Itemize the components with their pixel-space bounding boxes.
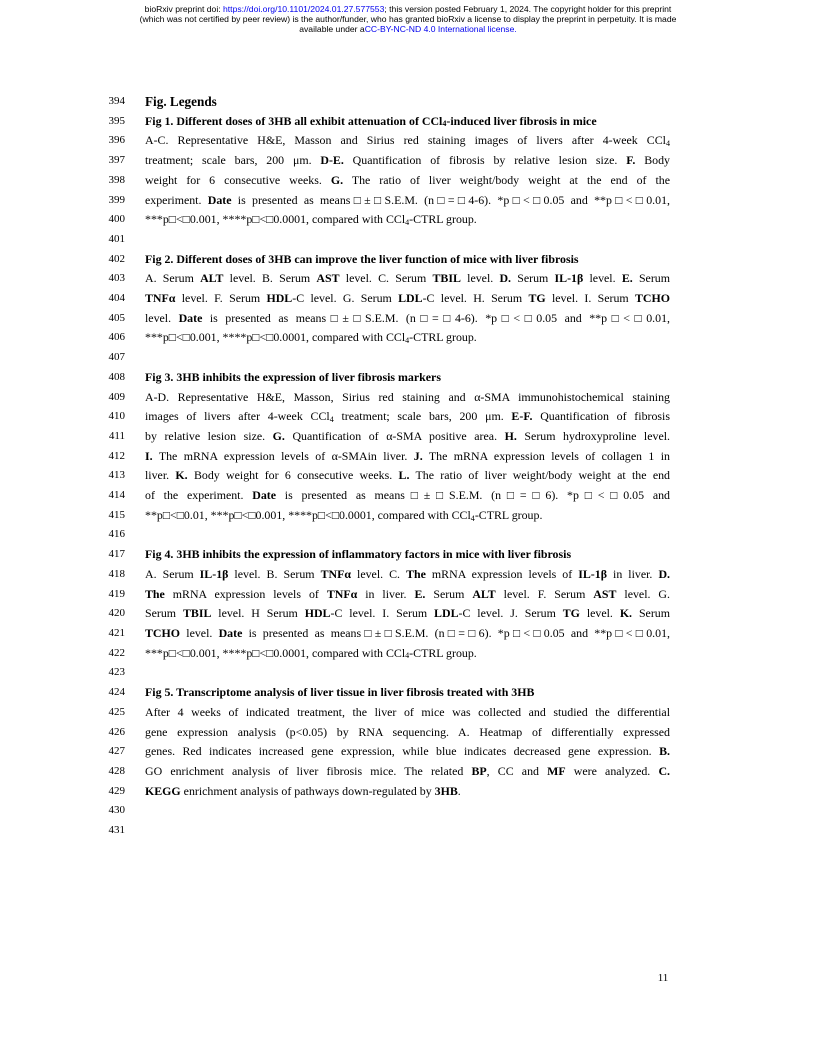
legend-line: [0, 191, 670, 211]
line-number: 412: [108, 449, 125, 462]
legend-text-segment: E.: [414, 586, 426, 601]
legend-line: [0, 624, 670, 644]
legend-text-segment: IL-1β: [554, 271, 584, 286]
legend-text-segment: I.: [145, 448, 153, 463]
legend-text-segment: experiment.: [145, 192, 208, 207]
legend-text-segment: -C level. G. Serum: [292, 291, 399, 306]
legends-body: [0, 92, 670, 841]
legend-text-segment: L.: [398, 468, 410, 483]
legend-line: [0, 447, 670, 467]
legend-text-segment: TG: [562, 606, 580, 621]
legend-text-segment: level.: [583, 271, 622, 286]
legend-text-segment: level.: [145, 310, 179, 325]
line-number: 405: [108, 311, 125, 324]
legend-text-segment: -C level. I. Serum: [330, 606, 435, 621]
legend-line-text: [145, 289, 670, 309]
line-number: 408: [108, 370, 125, 383]
legend-line-text: [145, 486, 670, 506]
legend-text-segment: by relative lesion size.: [145, 428, 273, 443]
legend-text-segment: level. C.: [350, 566, 407, 581]
legend-heading: [145, 368, 670, 388]
legend-text-segment: G.: [272, 428, 285, 443]
legend-text-segment: in liver.: [606, 566, 659, 581]
legend-text-segment: Quantification of fibrosis by relative lesion size.: [343, 153, 627, 168]
legend-text-segment: level. F. Serum: [175, 291, 267, 306]
line-number: 418: [108, 567, 125, 580]
line-number: 426: [108, 725, 125, 738]
legend-line-text: [145, 466, 670, 486]
legend-line: [0, 348, 670, 368]
subscript-text: 4: [405, 217, 410, 227]
line-number: 399: [108, 193, 125, 206]
legend-text-segment: Fig 2. Different doses of 3HB can improve the liver function of mice with liver fibrosis: [145, 251, 579, 266]
legend-line: [0, 289, 670, 309]
legend-line: [0, 486, 670, 506]
legend-text-segment: images of livers after 4-week CCl: [145, 409, 330, 424]
legend-text-segment: D.: [499, 271, 512, 286]
legend-text-segment: LDL: [434, 606, 459, 621]
legend-text-segment: K.: [175, 468, 188, 483]
legend-line: [0, 604, 670, 624]
legend-line-text: [145, 191, 670, 211]
header-text: ; this version posted February 1, 2024. The copyright holder for this preprint: [384, 4, 672, 14]
legend-line: [0, 742, 670, 762]
legend-text-segment: BP: [471, 763, 487, 778]
legend-text-segment: genes. Red indicates increased gene expression, while blue indicates decreased gene expression.: [145, 744, 660, 759]
line-number: 411: [108, 429, 125, 442]
line-number: 424: [108, 686, 125, 699]
legend-text-segment: HDL: [304, 606, 331, 621]
line-number: 413: [108, 469, 125, 482]
legend-text-segment: Date: [207, 192, 232, 207]
line-number: 415: [108, 508, 125, 521]
line-number: 431: [108, 824, 125, 837]
header-line: [30, 25, 786, 35]
legend-line-text: [145, 447, 670, 467]
legend-text-segment: TBIL: [432, 271, 461, 286]
legend-text-segment: KEGG: [145, 783, 181, 798]
legend-heading: [145, 545, 670, 565]
bioRxiv-header: [30, 5, 786, 35]
legend-text-segment: level. C. Serum: [339, 271, 433, 286]
legend-text-segment: Date: [178, 310, 203, 325]
legend-text-segment: GO enrichment analysis of liver fibrosis mice. The related: [145, 763, 472, 778]
subscript-text: 4: [470, 513, 475, 523]
legend-line: [0, 821, 670, 841]
legend-line: [0, 565, 670, 585]
legend-text-segment: K.: [619, 606, 633, 621]
legend-heading: [145, 92, 670, 112]
legend-line-text: [145, 525, 670, 545]
legend-text-segment: Date: [218, 625, 243, 640]
legend-text-segment: treatment; scale bars, 200 μm.: [145, 153, 321, 168]
legend-line: [0, 506, 670, 526]
legend-text-segment: level. F. Serum: [495, 586, 594, 601]
subscript-text: 4: [405, 651, 410, 661]
legend-text-segment: of the experiment.: [145, 488, 253, 503]
legend-text-segment: Serum hydroxyproline level.: [516, 428, 670, 443]
legend-text-segment: J.: [413, 448, 423, 463]
line-number: 409: [108, 390, 125, 403]
legend-text-segment: ***p□<□0.001, ****p□<□0.0001, compared with CCl: [145, 212, 406, 227]
legend-text-segment: were analyzed.: [565, 763, 659, 778]
legend-text-segment: E-F.: [511, 409, 533, 424]
legend-text-segment: Serum: [632, 606, 670, 621]
legend-text-segment: TNFα: [320, 566, 351, 581]
legend-text-segment: TNFα: [145, 291, 176, 306]
line-number: 414: [108, 489, 125, 502]
legend-text-segment: D.: [658, 566, 670, 581]
legend-line-text: [145, 506, 670, 526]
line-number: 406: [108, 331, 125, 344]
legend-text-segment: The ratio of liver weight/body weight at the end of the: [343, 172, 670, 187]
legend-line: [0, 250, 670, 270]
legend-text-segment: -CTRL group.: [409, 212, 477, 227]
header-link[interactable]: https://doi.org/10.1101/2024.01.27.577553: [223, 4, 385, 14]
legend-text-segment: weight for 6 consecutive weeks.: [145, 172, 331, 187]
legend-text-segment: A-C. Representative H&E, Masson and Sirius red staining images of livers after 4-week CCl: [145, 133, 666, 148]
legend-text-segment: AST: [593, 586, 617, 601]
line-number: 404: [108, 292, 125, 305]
legend-line-text: [145, 801, 670, 821]
legend-text-segment: in liver.: [357, 586, 415, 601]
legend-text-segment: AST: [316, 271, 340, 286]
legend-text-segment: -CTRL group.: [409, 330, 477, 345]
legend-line: [0, 683, 670, 703]
legend-text-segment: is presented as means□±□S.E.M. (n□=□4-6). *p□<□0.05 and **p□<□0.01,: [231, 192, 670, 207]
line-number: 401: [108, 232, 125, 245]
line-number: 417: [108, 548, 125, 561]
legend-line: [0, 210, 670, 230]
legend-line-text: [145, 644, 670, 664]
legend-text-segment: level.: [579, 606, 620, 621]
line-number: 425: [108, 705, 125, 718]
legend-text-segment: IL-1β: [199, 566, 229, 581]
legend-line: [0, 466, 670, 486]
legend-text-segment: The ratio of liver weight/body weight at the end: [409, 468, 670, 483]
legend-line: [0, 723, 670, 743]
legend-text-segment: Fig 3. 3HB inhibits the expression of liver fibrosis markers: [145, 369, 441, 384]
legend-line: [0, 801, 670, 821]
legend-text-segment: HDL: [266, 291, 293, 306]
subscript-text: 4: [665, 139, 670, 149]
legend-text-segment: TG: [528, 291, 546, 306]
line-number: 416: [108, 528, 125, 541]
legend-line-text: [145, 782, 670, 802]
legend-line-text: [145, 269, 670, 289]
legend-line: [0, 545, 670, 565]
legend-text-segment: Serum: [511, 271, 555, 286]
legend-line: [0, 112, 670, 132]
legend-line-text: [145, 210, 670, 230]
legend-line-text: [145, 407, 670, 427]
legend-text-segment: -induced liver fibrosis in mice: [446, 113, 597, 128]
subscript-text: 4: [442, 119, 447, 129]
legend-line-text: [145, 585, 670, 605]
line-number: 423: [108, 666, 125, 679]
legend-text-segment: E.: [621, 271, 633, 286]
legend-text-segment: D-E.: [320, 153, 344, 168]
legend-text-segment: treatment; scale bars, 200 μm.: [333, 409, 512, 424]
legend-text-segment: level.: [180, 625, 219, 640]
legend-text-segment: The: [406, 566, 426, 581]
subscript-text: 4: [405, 336, 410, 346]
legend-text-segment: TCHO: [634, 291, 671, 306]
legend-line-text: [145, 171, 670, 191]
legend-text-segment: is presented as means□±□S.E.M. (n□=□6). *p□<□0.05 and: [276, 488, 670, 503]
legend-line-text: [145, 821, 670, 841]
legend-line: [0, 663, 670, 683]
legend-text-segment: Serum: [425, 586, 473, 601]
legend-text-segment: **p□<□0.01, ***p□<□0.001, ****p□<□0.0001, compared with CCl: [145, 507, 471, 522]
header-text: bioRxiv preprint doi:: [144, 4, 224, 14]
legend-line: [0, 309, 670, 329]
legend-line: [0, 151, 670, 171]
legend-line-text: [145, 427, 670, 447]
legend-text-segment: C.: [658, 763, 670, 778]
legend-text-segment: -C level. J. Serum: [458, 606, 563, 621]
legend-text-segment: Quantification of fibrosis: [532, 409, 670, 424]
legend-line-text: [145, 230, 670, 250]
line-number: 427: [108, 745, 125, 758]
legend-line: [0, 525, 670, 545]
legend-text-segment: ALT: [472, 586, 496, 601]
legend-line-text: [145, 309, 670, 329]
legend-text-segment: Quantification of α-SMA positive area.: [284, 428, 505, 443]
legend-text-segment: The mRNA expression levels of collagen 1 in: [422, 448, 670, 463]
legend-text-segment: TNFα: [326, 586, 358, 601]
line-number: 397: [108, 154, 125, 167]
line-number: 422: [108, 646, 125, 659]
legend-text-segment: Serum: [632, 271, 670, 286]
legend-text-segment: level. H Serum: [211, 606, 305, 621]
legend-text-segment: mRNA expression levels of: [164, 586, 327, 601]
legend-line: [0, 171, 670, 191]
legend-text-segment: MF: [547, 763, 566, 778]
legend-text-segment: enrichment analysis of pathways down-regulated by: [180, 783, 435, 798]
legend-line-text: [145, 762, 670, 782]
legend-text-segment: -CTRL group.: [474, 507, 543, 522]
legend-line: [0, 388, 670, 408]
line-number: 428: [108, 764, 125, 777]
line-number: 407: [108, 351, 125, 364]
legend-text-segment: level. I. Serum: [545, 291, 635, 306]
line-number: 398: [108, 173, 125, 186]
legend-line: [0, 427, 670, 447]
line-number: 419: [108, 587, 125, 600]
legend-text-segment: level.: [460, 271, 500, 286]
legend-text-segment: After 4 weeks of indicated treatment, the liver of mice was collected and studied the differential: [145, 704, 670, 719]
legend-text-segment: ***p□<□0.001, ****p□<□0.0001, compared with CCl: [145, 330, 406, 345]
legend-text-segment: gene expression analysis (p<0.05) by RNA sequencing. A. Heatmap of differentially expressed: [145, 724, 670, 739]
header-text: (which was not certified by peer review) is the author/funder, who has granted bioRxiv a license to display the preprint in perpetuity. It is made: [139, 13, 677, 24]
legend-line: [0, 585, 670, 605]
legend-text-segment: A. Serum: [145, 271, 201, 286]
header-text: available under a: [299, 23, 365, 34]
legend-text-segment: Fig 4. 3HB inhibits the expression of inflammatory factors in mice with liver fibrosis: [145, 547, 572, 562]
legend-line-text: [145, 703, 670, 723]
legend-line-text: [145, 388, 670, 408]
line-number: 420: [108, 607, 125, 620]
legend-line-text: [145, 723, 670, 743]
legend-line: [0, 131, 670, 151]
legend-line-text: [145, 151, 670, 171]
legend-line: [0, 762, 670, 782]
legend-text-segment: mRNA expression levels of: [425, 566, 579, 581]
line-number: 395: [108, 114, 125, 127]
legend-line: [0, 703, 670, 723]
legend-line: [0, 269, 670, 289]
legend-line: [0, 328, 670, 348]
legend-text-segment: Fig 5. Transcriptome analysis of liver tissue in liver fibrosis treated with 3HB: [145, 685, 535, 700]
legend-line-text: [145, 742, 670, 762]
legend-text-segment: TBIL: [182, 606, 212, 621]
legend-text-segment: is presented as means□±□S.E.M. (n□=□4-6). *p□<□0.05 and **p□<□0.01,: [202, 310, 670, 325]
legend-text-segment: Date: [252, 488, 277, 503]
legend-line: [0, 230, 670, 250]
legend-text-segment: ***p□<□0.001, ****p□<□0.0001, compared with CCl: [145, 645, 406, 660]
legend-heading: [145, 250, 670, 270]
header-link[interactable]: CC-BY-NC-ND 4.0 International license.: [364, 23, 517, 34]
legend-text-segment: Fig 1. Different doses of 3HB all exhibit attenuation of CCl: [145, 113, 443, 128]
legend-line-text: [145, 604, 670, 624]
legend-text-segment: Body weight for 6 consecutive weeks.: [187, 468, 399, 483]
legend-text-segment: The: [145, 586, 165, 601]
legend-text-segment: , CC and: [486, 763, 548, 778]
line-number: 430: [108, 804, 125, 817]
legend-text-segment: -C level. H. Serum: [422, 291, 529, 306]
legend-line-text: [145, 565, 670, 585]
line-number: 396: [108, 134, 125, 147]
legend-text-segment: The mRNA expression levels of α-SMAin liver.: [152, 448, 414, 463]
line-number: 394: [108, 95, 125, 107]
legend-text-segment: A-D. Representative H&E, Masson, Sirius red staining and α-SMA immunohistochemical staining: [145, 389, 670, 404]
legend-text-segment: level. B. Serum: [228, 566, 321, 581]
legend-text-segment: Fig. Legends: [145, 94, 217, 109]
legend-text-segment: level. G.: [616, 586, 670, 601]
legend-text-segment: LDL: [398, 291, 423, 306]
legend-text-segment: TCHO: [145, 625, 181, 640]
legend-heading: [145, 112, 670, 132]
legend-line-text: [145, 131, 670, 151]
line-number: 403: [108, 272, 125, 285]
line-number: 402: [108, 252, 125, 265]
legend-line-text: [145, 663, 670, 683]
legend-line: [0, 644, 670, 664]
legend-text-segment: Serum: [145, 606, 183, 621]
subscript-text: 4: [329, 415, 334, 425]
legend-text-segment: G.: [330, 172, 344, 187]
legend-line-text: [145, 328, 670, 348]
legend-text-segment: .: [457, 783, 461, 798]
legend-line-text: [145, 624, 670, 644]
line-number: 400: [108, 213, 125, 226]
legend-text-segment: 3HB: [434, 783, 458, 798]
legend-text-segment: F.: [626, 153, 636, 168]
legend-line: [0, 407, 670, 427]
legend-text-segment: ALT: [200, 271, 224, 286]
legend-text-segment: liver.: [145, 468, 176, 483]
legend-line: [0, 368, 670, 388]
legend-text-segment: -CTRL group.: [409, 645, 477, 660]
legend-text-segment: B.: [659, 744, 670, 759]
line-number: 429: [108, 784, 125, 797]
legend-line: [0, 92, 670, 112]
legend-text-segment: A. Serum: [145, 566, 200, 581]
legend-text-segment: is presented as means□±□S.E.M. (n□=□6). *p□<□0.05 and **p□<□0.01,: [242, 625, 670, 640]
legend-text-segment: level. B. Serum: [223, 271, 317, 286]
page-number: 11: [657, 972, 669, 984]
legend-text-segment: Body: [635, 153, 670, 168]
line-number: 410: [108, 410, 125, 423]
line-number: 421: [108, 626, 125, 639]
legend-text-segment: H.: [504, 428, 517, 443]
legend-text-segment: IL-1β: [578, 566, 607, 581]
legend-line: [0, 782, 670, 802]
legend-heading: [145, 683, 670, 703]
legend-line-text: [145, 348, 670, 368]
